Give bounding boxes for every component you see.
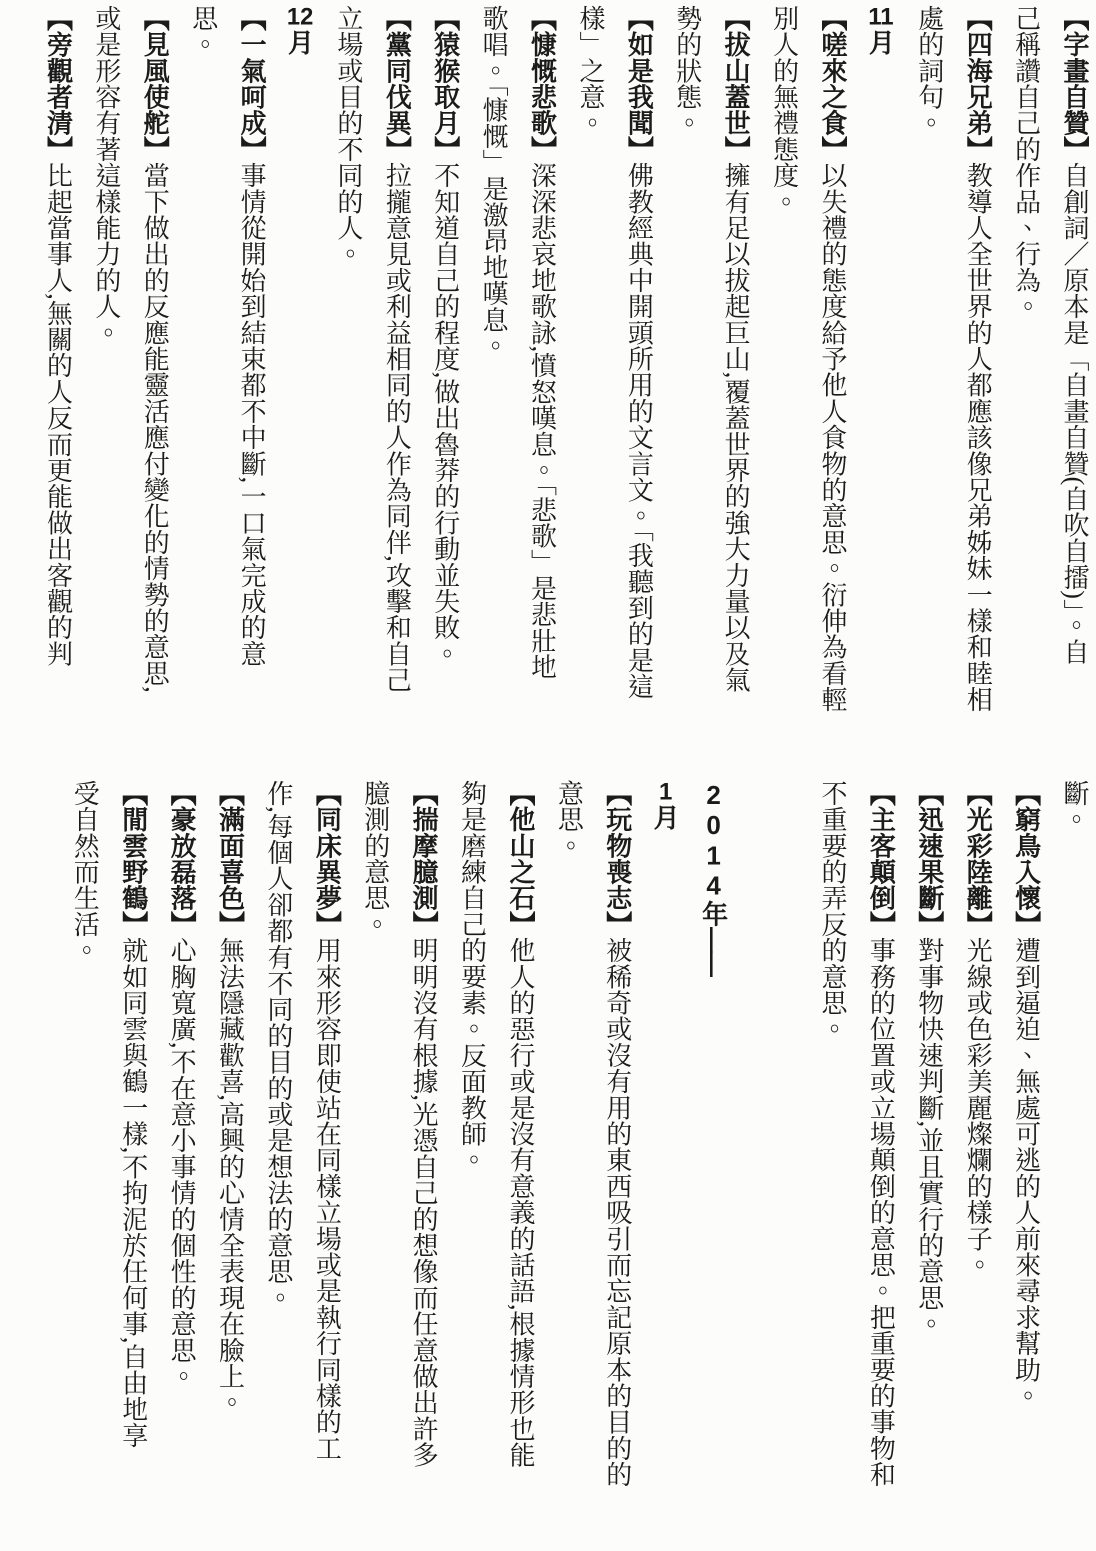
entry-text: 心胸寬廣,不在意小事情的個性的意思。 [167,937,197,1390]
entry-text: 無法隱藏歡喜,高興的心情全表現在臉上。 [215,937,245,1416]
glossary-entry [566,5,663,711]
entry-term: 【他山之石】 [505,780,535,938]
glossary-entry [254,780,351,1496]
entry-term: 【見風使舵】 [140,5,170,163]
entry-line [592,780,640,1496]
glossary-entry [33,5,81,711]
entry-text: 對事物快速判斷,並且實行的意思。 [914,937,944,1337]
entry-line [953,5,1001,711]
month-suffix: 月 [865,29,896,56]
entry-text: 不知道自己的程度,做出魯莽的行動並失敗。 [430,162,460,667]
entry-line [856,780,904,1496]
entry-line [517,5,565,711]
entry-text: 拉攏意見或利益相同的人作為同伴,攻擊和自己 [382,162,412,693]
entry-term: 【揣摩臆測】 [409,780,439,938]
entry-term: 【四海兄弟】 [963,5,993,163]
entry-term: 【豪放磊落】 [167,780,197,938]
glossary-entry [662,5,759,711]
entry-term: 【閒雲野鶴】 [118,780,148,938]
entry-term: 【如是我聞】 [624,5,654,163]
entry-line: 勢的狀態。 [672,5,702,136]
year-heading [689,780,737,1496]
glossary-entry [324,5,421,711]
glossary-entry [469,5,566,711]
glossary-entry [1001,780,1049,1496]
entry-text: 遭到逼迫、無處可逃的人前來尋求幫助。 [1011,937,1041,1409]
entry-line: 臆測的意思。 [360,780,390,938]
entry-line: 己稱讚自己的作品、行為。 [1011,5,1041,320]
glossary-entry [60,780,157,1496]
entry-term: 【同床異夢】 [312,780,342,938]
month-digits: 12 [286,5,314,29]
entry-line: 立場或目的不同的人。 [333,5,363,267]
glossary-entry [904,5,1001,711]
entry-text: 光線或色彩美麗燦爛的樣子。 [963,937,993,1278]
entry-text: 當下做出的反應能靈活應付變化的情勢的意思, [140,162,170,693]
entry-line: 意思。 [554,780,584,859]
glossary-entry [205,780,253,1496]
entry-line [1050,5,1096,711]
entry-line: 夠是磨練自己的要素。反面教師。 [457,780,487,1173]
entry-term: 【猿猴取月】 [430,5,460,163]
entry-line [1001,780,1049,1496]
entry-term: 【字畫自贊】 [1060,5,1089,163]
month-heading [641,780,689,1496]
month-heading [856,5,904,711]
glossary-entry [1001,5,1096,711]
glossary-entry [350,780,447,1496]
glossary-entry [544,780,641,1496]
entry-line [302,780,350,1496]
entry-line [205,780,253,1496]
entry-term: 【一氣呵成】 [237,5,267,163]
entry-line: 斷。 [1060,780,1089,833]
entry-line: 別人的無禮態度。 [769,5,799,215]
entry-line [808,5,856,711]
entry-line: 處的詞句。 [914,5,944,136]
year-label: 2014年 [698,780,729,927]
entry-text: 他人的惡行或是沒有意義的話語,根據情形也能 [505,937,535,1468]
glossary-entry [953,780,1001,1496]
entry-term: 【拔山蓋世】 [721,5,751,163]
entry-line [496,780,544,1496]
entry-line [399,780,447,1496]
entry-line: 思。 [188,5,218,58]
glossary-entry [759,5,856,711]
entry-term: 【黨同伐異】 [382,5,412,163]
entry-line: 不重要的弄反的意思。 [817,780,847,1042]
entry-term: 【玩物喪志】 [602,780,632,938]
glossary-entry [904,780,952,1496]
entry-line [130,5,178,711]
entry-text: 用來形容即使站在同樣立場或是執行同樣的工 [312,937,342,1462]
entry-line [108,780,156,1496]
entry-line [157,780,205,1496]
entry-term: 【嗟來之食】 [817,5,847,163]
glossary-entry [178,5,275,711]
entry-term: 【窮鳥入懷】 [1011,780,1041,938]
entry-line: 受自然而生活。 [70,780,100,964]
entry-line: 歌唱。「慷慨」是激昂地嘆息。 [479,5,509,359]
entry-text: 教導人全世界的人都應該像兄弟姊妹一樣和睦相 [963,162,993,713]
entry-text: 明明沒有根據,光憑自己的想像而任意做出許多 [409,937,439,1468]
entry-text: 深深悲哀地歌詠,憤怒嘆息。「悲歌」是悲壯地 [527,162,557,680]
entry-line [711,5,759,711]
entry-text: 比起當事人,無關的人反而更能做出客觀的判 [43,162,73,667]
month-suffix: 月 [650,804,681,831]
entry-line: 或是形容有著這樣能力的人。 [91,5,121,346]
glossary-entry [81,5,178,711]
month-suffix: 月 [284,29,315,56]
glossary-entry-continuation [1050,780,1096,1496]
glossary-section-top [14,5,1096,711]
year-dash: —— [698,927,729,975]
entry-text: 事務的位置或立場顛倒的意思。把重要的事物和 [866,937,896,1488]
entry-text: 就如同雲與鶴一樣,不拘泥於任何事,自由地享 [118,937,148,1449]
glossary-entry [420,5,468,711]
glossary-entry [447,780,544,1496]
entry-line [372,5,420,711]
entry-text: 自創詞／原本是「自畫自贊(自吹自擂)」。自 [1060,162,1089,665]
entry-line: 樣」之意。 [575,5,605,136]
entry-term: 【慷慨悲歌】 [527,5,557,163]
entry-line [33,5,81,711]
glossary-section-bottom [14,780,1096,1496]
month-digits: 1 [658,780,673,804]
entry-term: 【旁觀者清】 [43,5,73,163]
entry-text: 以失禮的態度給予他人食物的意思。衍伸為看輕 [817,162,847,713]
entry-line [227,5,275,711]
entry-text: 擁有足以拔起巨山,覆蓋世界的強大力量以及氣 [721,162,751,693]
month-heading [275,5,323,711]
entry-line [953,780,1001,1496]
entry-line [420,5,468,711]
glossary-entry [808,780,905,1496]
entry-term: 【滿面喜色】 [215,780,245,938]
entry-text: 被稀奇或沒有用的東西吸引而忘記原本的目的的 [602,937,632,1488]
entry-text: 佛教經典中開頭所用的文言文。「我聽到的是這 [624,162,654,700]
entry-term: 【光彩陸離】 [963,780,993,938]
entry-line [614,5,662,711]
glossary-entry [157,780,205,1496]
entry-term: 【主客顛倒】 [866,780,896,938]
entry-line [904,780,952,1496]
entry-line: 作,每個人卻都有不同的目的或是想法的意思。 [263,780,293,1311]
entry-text: 事情從開始到結束都不中斷,一口氣完成的意 [237,162,267,667]
entry-term: 【迅速果斷】 [914,780,944,938]
month-digits: 11 [868,5,894,29]
